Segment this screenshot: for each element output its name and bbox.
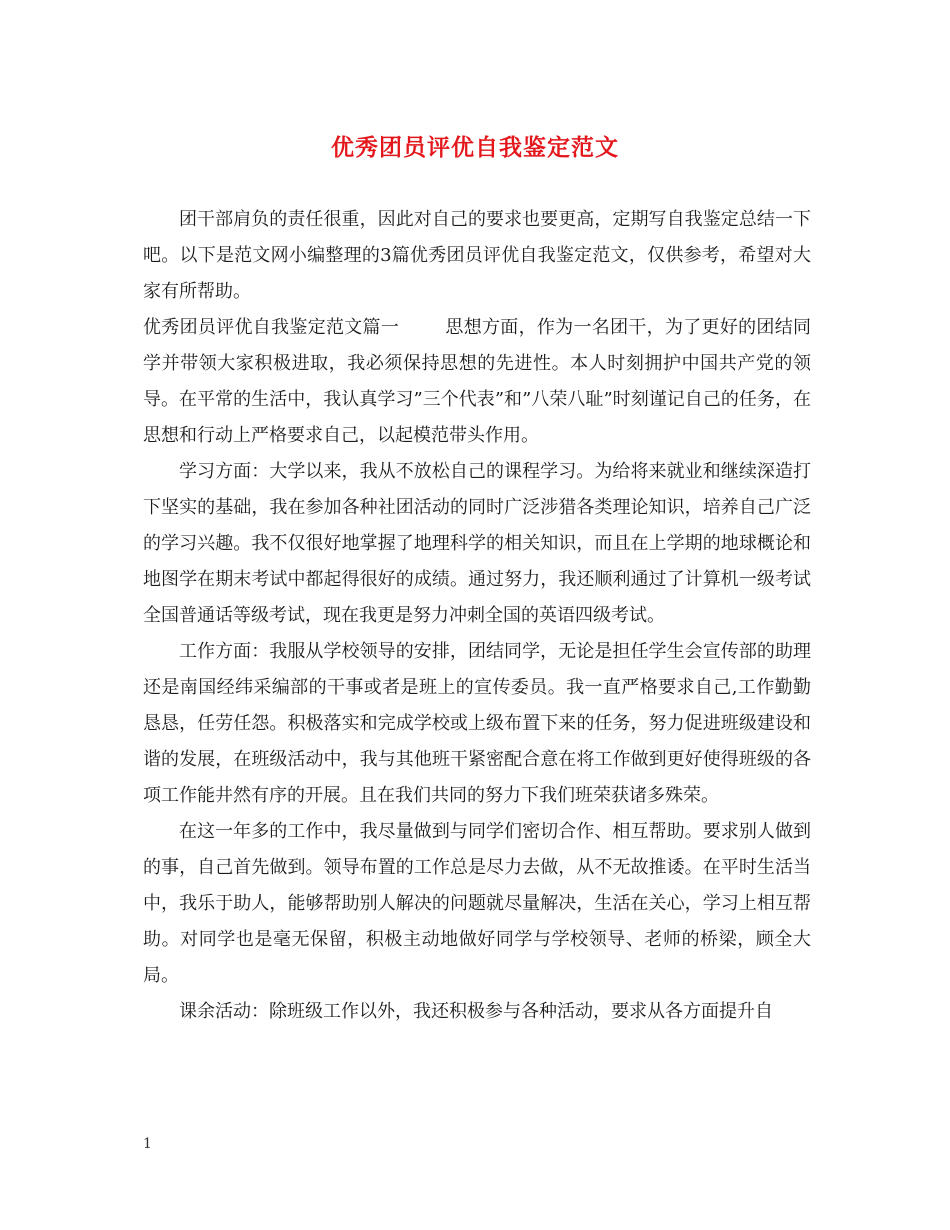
study-paragraph: 学习方面：大学以来，我从不放松自己的课程学习。为给将来就业和继续深造打下坚实的基础，我在参加各种社团活动的同时广泛涉猎各类理论知识，培养自己广泛的学习兴趣。我不仅很好地掌握了地理科学的相关知识，而且在上学期的地球概论和地图学在期末考试中都起得很好的成绩。通过努力，我还顺利通过了计算机一级考试全国普通话等级考试，现在我更是努力冲刺全国的英语四级考试。 bbox=[143, 461, 811, 626]
document-title: 优秀团员评优自我鉴定范文 bbox=[331, 134, 619, 161]
section-paragraph bbox=[143, 310, 811, 454]
intro-paragraph: 团干部肩负的责任很重，因此对自己的要求也要更高，定期写自我鉴定总结一下吧。以下是范文网小编整理的3篇优秀团员评优自我鉴定范文，仅供参考，希望对大家有所帮助。 bbox=[143, 209, 811, 302]
section-text: 思想方面，作为一名团干，为了更好的团结同学并带领大家积极进取，我必须保持思想的先进性。本人时刻拥护中国共产党的领导。在平常的生活中，我认真学习”三个代表”和”八荣八耻”时刻谨记自己的任务，在思想和行动上严格要求自己，以起模范带头作用。 bbox=[143, 317, 812, 446]
page-number: 1 bbox=[143, 1136, 152, 1152]
document-body bbox=[143, 202, 811, 1030]
activities-paragraph: 课余活动：除班级工作以外，我还积极参与各种活动，要求从各方面提升自 bbox=[179, 1001, 773, 1022]
work-paragraph: 工作方面：我服从学校领导的安排，团结同学，无论是担任学生会宣传部的助理还是南国经纬采编部的干事或者是班上的宣传委员。我一直严格要求自己,工作勤勤恳恳，任劳任怨。积极落实和完成学校或上级布置下来的任务，努力促进班级建设和谐的发展，在班级活动中，我与其他班干紧密配合意在将工作做到更好使得班级的各项工作能井然有序的开展。且在我们共同的努力下我们班荣获诸多殊荣。 bbox=[143, 641, 811, 806]
section-heading: 优秀团员评优自我鉴定范文篇一 bbox=[143, 317, 400, 338]
cooperation-paragraph: 在这一年多的工作中，我尽量做到与同学们密切合作、相互帮助。要求别人做到的事，自己首先做到。领导布置的工作总是尽力去做，从不无故推诿。在平时生活当中，我乐于助人，能够帮助别人解决的问题就尽量解决，生活在关心，学习上相互帮助。对同学也是毫无保留，积极主动地做好同学与学校领导、老师的桥梁，顾全大局。 bbox=[143, 821, 811, 986]
